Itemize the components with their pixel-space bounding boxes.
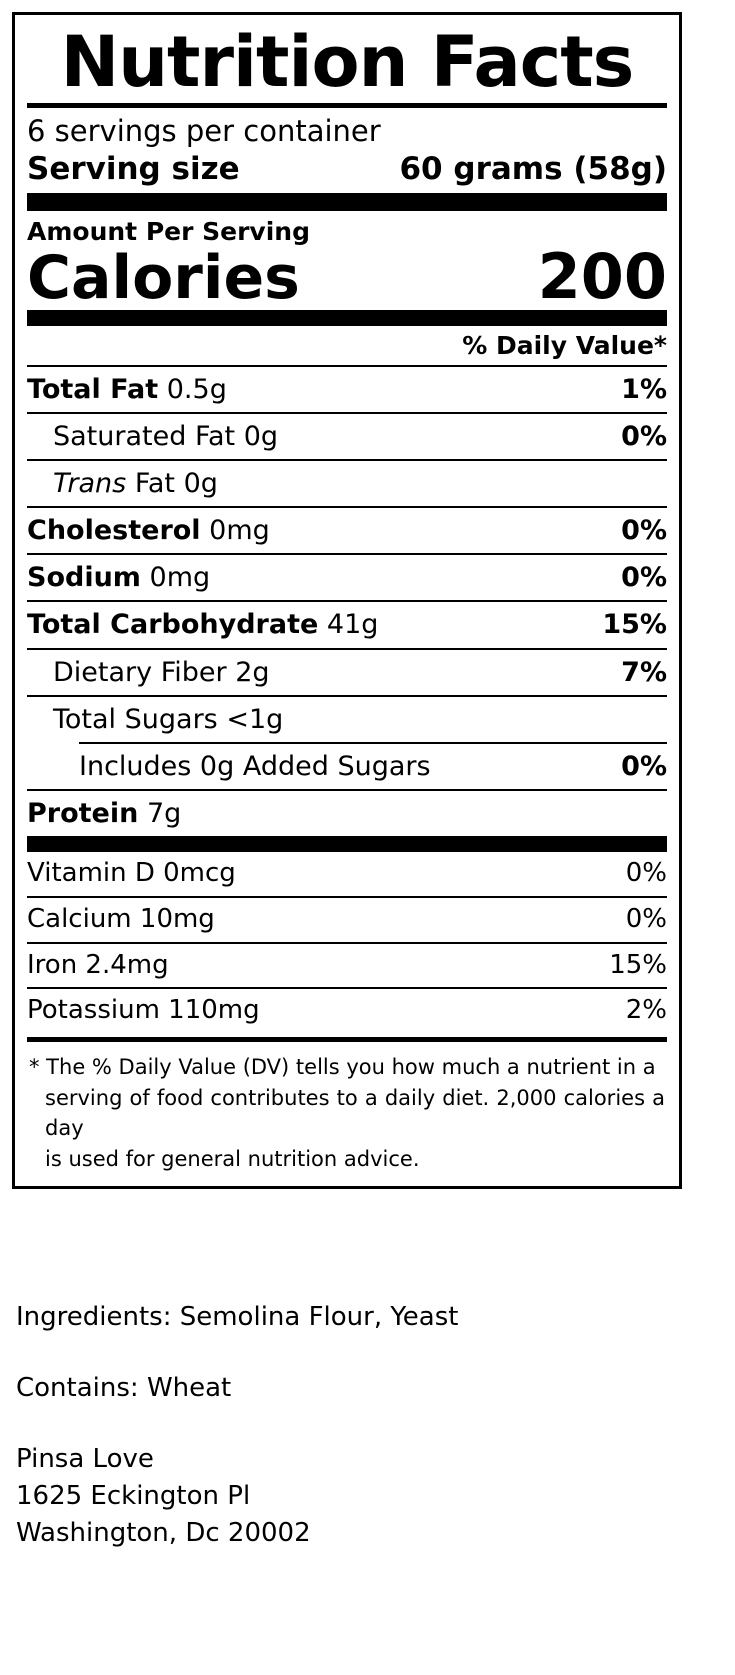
nutrient-row-total-fat <box>27 365 667 412</box>
nutrient-amount: 0mg <box>209 515 270 547</box>
nutrient-row-saturated-fat <box>27 412 667 459</box>
serving-size-row <box>27 150 667 193</box>
nutrient-amount: Fat 0g <box>134 468 218 500</box>
nutrient-row-added-sugars <box>27 744 667 789</box>
nutrient-row-protein <box>27 789 667 836</box>
nutrient-dv: 1% <box>621 374 667 406</box>
footnote-line-2: serving of food contributes to a daily diet. 2,000 calories a day <box>45 1085 665 1141</box>
nutrient-dv: 0% <box>621 562 667 594</box>
nutrient-amount: 7g <box>146 797 182 829</box>
vitamin-name: Calcium 10mg <box>27 903 215 934</box>
nutrient-name: Total Sugars <box>53 703 218 735</box>
nutrient-dv: 0% <box>621 515 667 547</box>
footnote-line-1: * The % Daily Value (DV) tells you how much a nutrient in a <box>29 1055 656 1080</box>
nutrient-amount: 41g <box>326 609 379 641</box>
vitamin-row-vitamin-d <box>27 852 667 896</box>
manufacturer-address <box>16 1442 706 1551</box>
nutrient-row-total-carbohydrate <box>27 600 667 647</box>
calories-label: Calories <box>27 243 300 314</box>
serving-size-label: Serving size <box>27 151 240 188</box>
nutrient-name: Trans <box>53 468 127 500</box>
nutrient-row-sodium <box>27 553 667 600</box>
nutrient-row-dietary-fiber <box>27 648 667 695</box>
nutrient-amount: 0g <box>243 421 279 453</box>
daily-value-footnote <box>27 1042 667 1176</box>
amount-per-serving-label: Amount Per Serving <box>27 217 310 247</box>
nutrients-list <box>27 365 667 835</box>
footnote-line-3: is used for general nutrition advice. <box>45 1146 420 1171</box>
nutrient-amount: <1g <box>226 703 284 735</box>
address-line-1: 1625 Eckington Pl <box>16 1481 251 1512</box>
nutrient-row-cholesterol <box>27 506 667 553</box>
vitamin-row-potassium <box>27 987 667 1033</box>
vitamin-name: Potassium 110mg <box>27 995 260 1026</box>
vitamin-name: Iron 2.4mg <box>27 949 169 980</box>
nutrient-row-total-sugars <box>27 695 667 742</box>
nutrient-name: Saturated Fat <box>53 421 236 453</box>
nutrient-name: Dietary Fiber <box>53 656 227 688</box>
company-name: Pinsa Love <box>16 1444 154 1475</box>
vitamin-dv: 2% <box>625 995 667 1026</box>
calories-value: 200 <box>537 240 667 314</box>
vitamins-list <box>27 852 667 1034</box>
ingredients-text: Ingredients: Semolina Flour, Yeast <box>16 1302 459 1332</box>
nutrient-name: Cholesterol <box>27 515 201 547</box>
thick-divider-vitamins <box>27 836 667 852</box>
vitamin-name: Vitamin D 0mcg <box>27 857 236 888</box>
product-info-block <box>16 1300 706 1553</box>
nutrient-name: Protein <box>27 797 139 829</box>
nutrient-name: Includes 0g Added Sugars <box>79 750 431 782</box>
nutrient-name: Total Fat <box>27 374 159 406</box>
vitamin-row-calcium <box>27 896 667 942</box>
vitamin-dv: 15% <box>609 949 667 980</box>
nutrient-row-trans-fat <box>27 459 667 506</box>
nutrient-dv: 15% <box>602 609 667 641</box>
page-title: Nutrition Facts <box>60 21 634 103</box>
nutrient-name: Total Carbohydrate <box>27 609 319 641</box>
serving-size-value: 60 grams (58g) <box>399 151 667 188</box>
daily-value-header: % Daily Value* <box>462 331 667 361</box>
address-line-2: Washington, Dc 20002 <box>16 1518 311 1549</box>
contains-allergens-text: Contains: Wheat <box>16 1373 232 1404</box>
vitamin-dv: 0% <box>625 903 667 934</box>
nutrient-amount: 0mg <box>149 562 211 594</box>
nutrient-dv: 0% <box>621 750 667 782</box>
nutrient-amount: 0.5g <box>166 374 227 406</box>
thick-divider-top <box>27 193 667 211</box>
calories-row <box>27 240 667 314</box>
vitamin-dv: 0% <box>625 857 667 888</box>
nutrient-amount: 2g <box>235 656 270 688</box>
nutrition-facts-panel <box>12 12 682 1189</box>
nutrient-dv: 7% <box>621 656 667 688</box>
servings-per-container: 6 servings per container <box>27 114 381 148</box>
nutrient-dv: 0% <box>621 421 667 453</box>
nutrient-name: Sodium <box>27 562 141 594</box>
vitamin-row-iron <box>27 942 667 988</box>
